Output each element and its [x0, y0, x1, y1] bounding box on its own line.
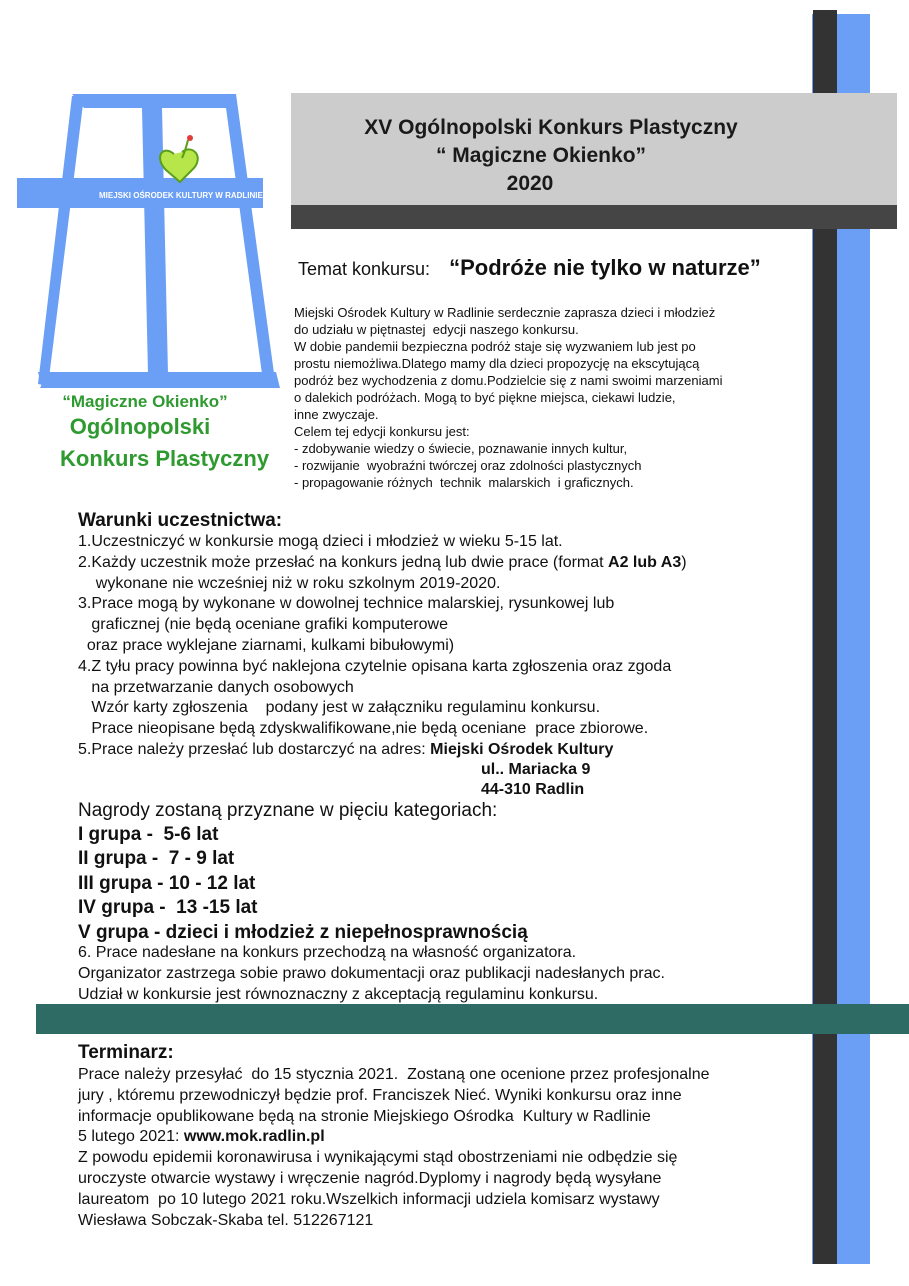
intro-line: W dobie pandemii bezpieczna podróż staje się wyzwaniem lub jest po [294, 339, 696, 354]
heart-bird-icon [160, 135, 198, 182]
note-ownership: 6. Prace nadesłane na konkurs przechodzą na własność organizatora. [78, 944, 577, 961]
schedule-text [78, 1065, 813, 1231]
schedule-line: Wiesława Sobczak-Skaba tel. 512267121 [78, 1211, 374, 1229]
address-street: ul.. Mariacka 9 [481, 761, 591, 778]
condition-item-3-cont1: graficznej (nie będą oceniane grafiki komputerowe [78, 616, 448, 634]
window-logo [14, 92, 286, 390]
prize-group-1: I grupa - 5-6 lat [78, 824, 219, 845]
schedule-line: informacje opublikowane będą na stronie Miejskiego Ośrodka Kultury w Radlinie [78, 1107, 651, 1125]
intro-line: do udziału w piętnastej edycji naszego konkursu. [294, 322, 579, 337]
condition-item-2-cont: wykonane nie wcześniej niż w roku szkolnym 2019-2020. [78, 574, 501, 592]
intro-line: Celem tej edycji konkursu jest: [294, 424, 470, 439]
conditions-heading: Warunki uczestnictwa: [78, 510, 283, 531]
theme-title: “Podróże nie tylko w naturze” [449, 255, 761, 280]
prize-group-5: V grupa - dzieci i młodzież z niepełnosprawnością [78, 921, 528, 943]
address-city: 44-310 Radlin [481, 781, 585, 798]
schedule-line: Prace należy przesyłać do 15 stycznia 2021. Zostaną one ocenione przez profesjonalne [78, 1066, 710, 1083]
condition-item-2-end: ) [681, 553, 687, 571]
schedule-line [78, 1127, 813, 1148]
window-frame-left [38, 96, 84, 386]
logo-caption-3: Konkurs Plastyczny [60, 446, 270, 471]
prizes-intro: Nagrody zostaną przyznane w pięciu kategoriach: [78, 800, 498, 821]
prize-group-3: III grupa - 10 - 12 lat [78, 872, 256, 894]
note-documentation: Organizator zastrzega sobie prawo dokumentacji oraz publikacji nadesłanych prac. [78, 964, 665, 982]
website-link[interactable]: www.mok.radlin.pl [183, 1128, 325, 1146]
header-dark-bar [291, 205, 897, 229]
schedule-line: laureatom po 10 lutego 2021 roku.Wszelkich informacji udziela komisarz wystawy [78, 1190, 660, 1208]
intro-line: - rozwijanie wyobraźni twórczej oraz zdolności plastycznych [294, 458, 642, 473]
condition-item-2 [78, 553, 808, 574]
schedule-line: jury , któremu przewodniczył będzie prof. Franciszek Nieć. Wyniki konkursu oraz inne [78, 1086, 682, 1104]
prize-notes [78, 943, 808, 1005]
condition-item-2-text: 2.Każdy uczestnik może przesłać na konkurs jedną lub dwie prace (format [78, 553, 609, 571]
intro-line: - propagowanie różnych technik malarskich i graficznych. [294, 475, 634, 490]
header-year: 2020 [506, 172, 554, 195]
schedule-heading: Terminarz: [78, 1042, 174, 1063]
intro-line: prostu niemożliwa.Dlatego mamy dla dzieci propozycję na ekscytującą [294, 356, 700, 371]
intro-line: o dalekich podróżach. Mogą to być piękne miejsca, ciekawi ludzie, [294, 390, 676, 405]
prize-groups [78, 823, 528, 945]
intro-text [294, 304, 804, 491]
intro-line: - zdobywanie wiedzy o świecie, poznawanie innych kultur, [294, 441, 628, 456]
condition-item-4-cont1: na przetwarzanie danych osobowych [78, 678, 354, 696]
condition-item-1: 1.Uczestniczyć w konkursie mogą dzieci i młodzież w wieku 5-15 lat. [78, 533, 563, 550]
header-subtitle: “ Magiczne Okienko” [435, 144, 647, 167]
note-acceptance: Udział w konkursie jest równoznaczny z akceptacją regulaminu konkursu. [78, 985, 599, 1003]
schedule-line: uroczyste otwarcie wystawy i wręczenie nagród.Dyplomy i nagrody będą wysyłane [78, 1169, 662, 1187]
condition-item-4-cont2: Wzór karty zgłoszenia podany jest w załączniku regulaminu konkursu. [78, 699, 601, 717]
logo-caption-1: “Magiczne Okienko” [62, 392, 228, 411]
theme-line [298, 255, 761, 281]
prize-group-4: IV grupa - 13 -15 lat [78, 897, 258, 919]
window-sill [38, 372, 280, 388]
condition-item-3-cont2: oraz prace wyklejane ziarnami, kulkami bibułowymi) [78, 636, 455, 654]
logo-org-name: MIEJSKI OŚRODEK KULTURY W RADLINIE [99, 191, 263, 200]
header-title: XV Ogólnopolski Konkurs Plastyczny [364, 116, 738, 139]
intro-line: Miejski Ośrodek Kultury w Radlinie serdecznie zaprasza dzieci i młodzież [294, 305, 716, 320]
condition-item-3: 3.Prace mogą by wykonane w dowolnej technice malarskiej, rysunkowej lub [78, 595, 615, 613]
theme-label: Temat konkursu: [298, 259, 431, 279]
condition-item-4-cont3: Prace nieopisane będą zdyskwalifikowane,nie będą oceniane prace zbiorowe. [78, 720, 649, 738]
prize-group-2: II grupa - 7 - 9 lat [78, 848, 235, 870]
condition-item-5 [78, 740, 808, 761]
schedule-line: Z powodu epidemii koronawirusa i wynikającymi stąd obostrzeniami nie odbędzie się [78, 1149, 678, 1167]
intro-line: podróż bez wychodzenia z domu.Podzielcie się z nami swoimi marzeniami [294, 373, 723, 388]
schedule-date: 5 lutego 2021: [78, 1128, 184, 1146]
conditions-list [78, 532, 808, 761]
logo-caption-2: Ogólnopolski [69, 414, 211, 439]
condition-item-4: 4.Z tyłu pracy powinna być naklejona czytelnie opisana karta zgłoszenia oraz zgoda [78, 657, 672, 675]
address-org-name: Miejski Ośrodek Kultury [430, 740, 614, 758]
condition-format-bold: A2 lub A3 [608, 553, 682, 571]
teal-divider [36, 1004, 909, 1034]
condition-item-5-text: 5.Prace należy przesłać lub dostarczyć na adres: [78, 740, 431, 758]
window-mullion [142, 108, 168, 374]
intro-line: inne zwyczaje. [294, 407, 379, 422]
